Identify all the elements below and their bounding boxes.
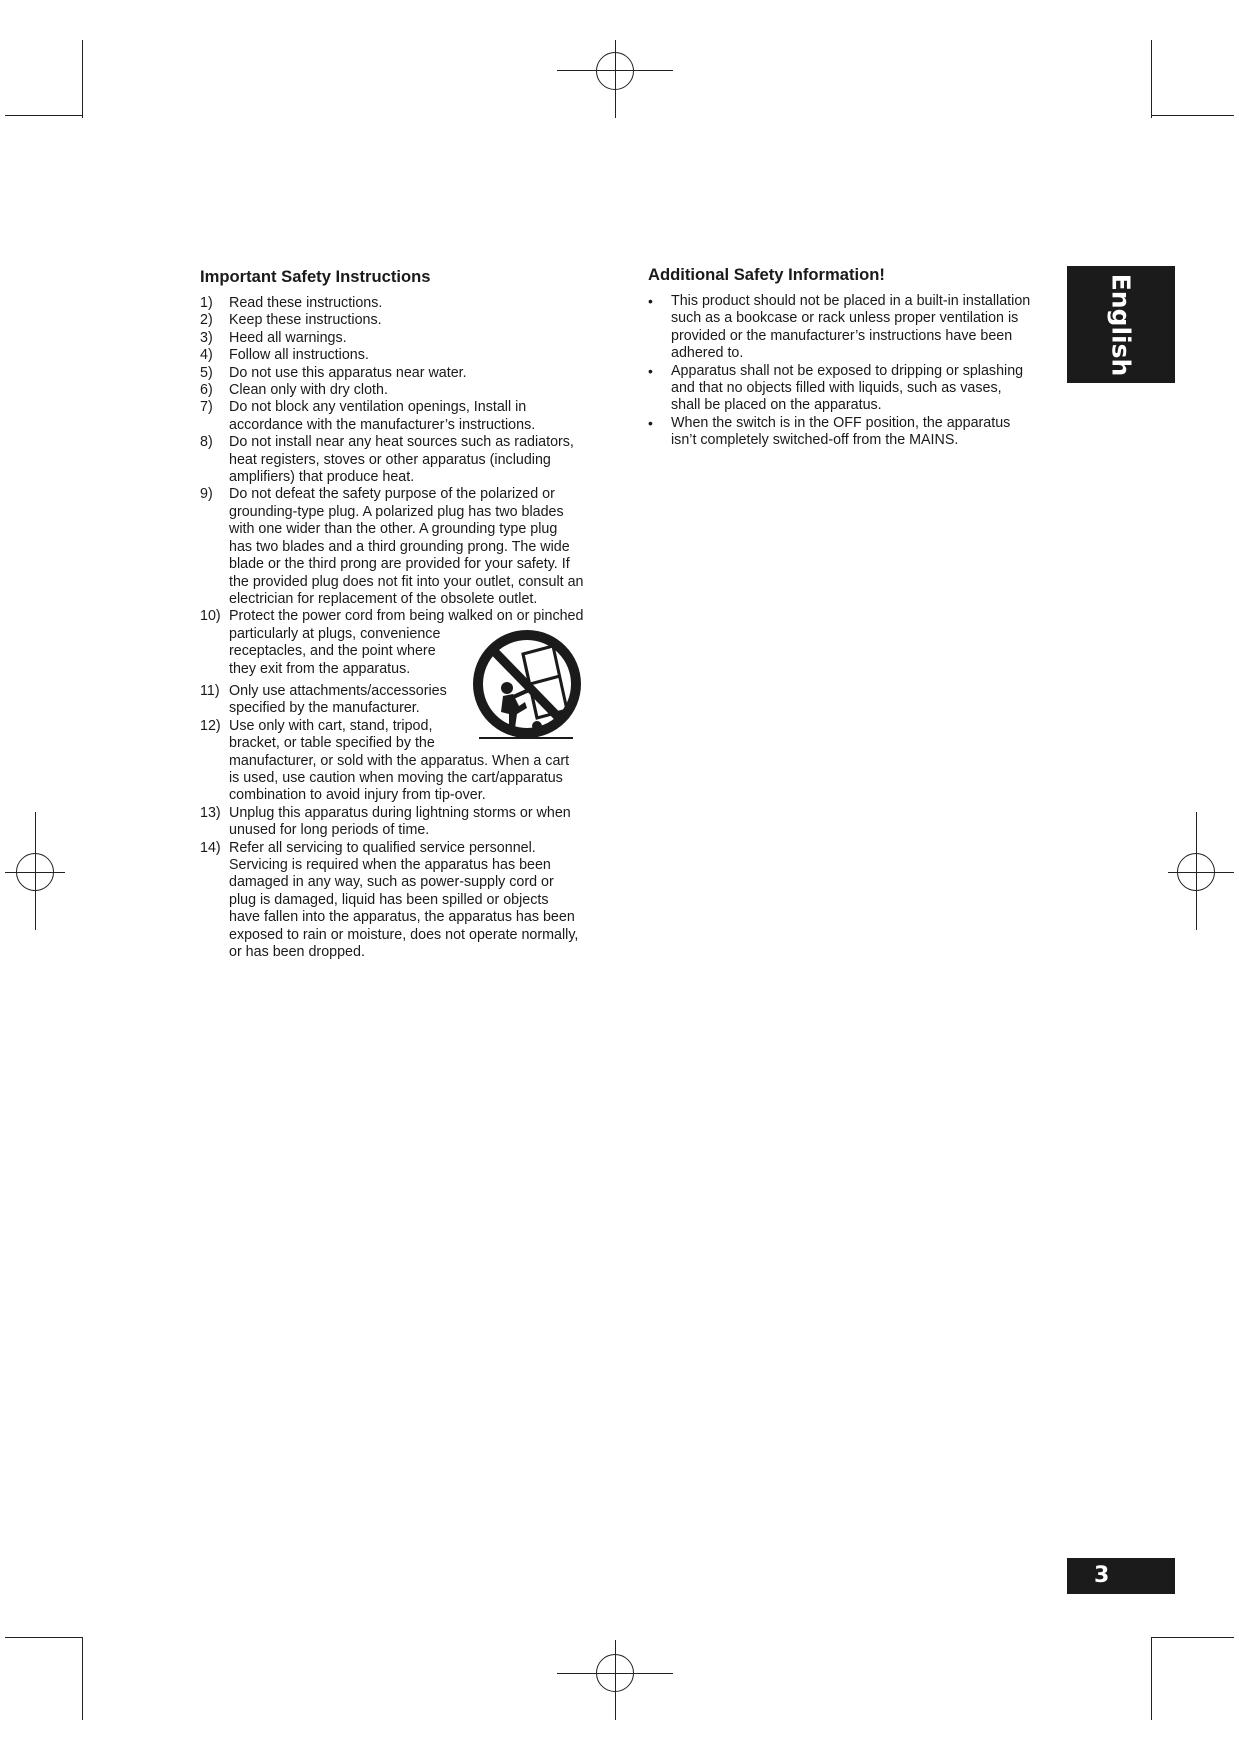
important-safety-instructions <box>200 266 595 961</box>
crop-mark <box>1151 1637 1152 1720</box>
list-item: 9) Do not defeat the safety purpose of the polarized or grounding-type plug. A polarized plug has two blades with one wider than the other. A grounding type plug has two blades and a third grounding prong. The wide blade or the third prong are provided for your safety. If the provided plug does not fit into your outlet, consult an electrician for replacement of the obsolete outlet. <box>200 486 584 607</box>
list-item: 14) Refer all servicing to qualified service personnel. Servicing is required when the apparatus has been damaged in any way, such as power-supply cord or plug is damaged, liquid has been spilled or objects have fallen into the apparatus, the apparatus has been exposed to rain or moisture, does not operate normally, or has been dropped. <box>200 839 579 961</box>
list-item: 1) Read these instructions. <box>200 295 383 311</box>
bullet-item: • When the switch is in the OFF position, the apparatus isn’t completely switched-off from the MAINS. <box>648 414 1011 449</box>
bullet-item: • This product should not be placed in a built-in installation such as a bookcase or rack unless proper ventilation is provided or the manufacturer’s instructions have been adhered to. <box>648 293 1031 362</box>
crop-mark <box>5 115 83 116</box>
crop-mark <box>5 1637 83 1638</box>
language-tab <box>1067 266 1175 383</box>
crop-mark <box>1151 1637 1234 1638</box>
language-label: English <box>1106 273 1136 376</box>
page-number: 3 <box>1067 1558 1175 1594</box>
list-item: 12) Use only with cart, stand, tripod, bracket, or table specified by the manufacturer, or sold with the apparatus. When a cart is used, use caution when moving the cart/apparatus combination to avoid injury from tip-over. <box>200 717 570 804</box>
list-item: 11) Only use attachments/accessories specified by the manufacturer. <box>200 682 447 717</box>
list-item: 6) Clean only with dry cloth. <box>200 382 388 399</box>
list-item: 7) Do not block any ventilation openings, Install in accordance with the manufacturer’s instructions. <box>200 399 536 433</box>
bullet-icon: • <box>648 362 653 379</box>
bullet-icon: • <box>648 414 653 431</box>
list-item: 3) Heed all warnings. <box>200 329 347 346</box>
list-item: 2) Keep these instructions. <box>200 312 382 329</box>
bullet-icon: • <box>648 293 653 309</box>
cart-tip-over-warning-icon <box>465 628 591 748</box>
list-item: 5) Do not use this apparatus near water. <box>200 364 467 381</box>
section-title: Important Safety Instructions <box>200 267 431 286</box>
crop-mark <box>82 1637 83 1720</box>
list-item: 4) Follow all instructions. <box>200 347 369 364</box>
section-title: Additional Safety Information! <box>648 265 885 284</box>
crop-mark <box>1151 40 1152 118</box>
crop-mark <box>1151 115 1234 116</box>
list-item: 10) Protect the power cord from being walked on or pinched particularly at plugs, convenience receptacles, and the point where they exit from the apparatus. <box>200 608 584 677</box>
crop-mark <box>82 40 83 118</box>
list-item: 8) Do not install near any heat sources such as radiators, heat registers, stoves or other apparatus (including amplifiers) that produce heat. <box>200 434 574 486</box>
list-item: 13) Unplug this apparatus during lightning storms or when unused for long periods of time. <box>200 804 571 839</box>
additional-safety-information <box>648 264 1043 450</box>
bullet-item: • Apparatus shall not be exposed to dripping or splashing and that no objects filled with liquids, such as vases, shall be placed on the apparatus. <box>648 362 1024 414</box>
